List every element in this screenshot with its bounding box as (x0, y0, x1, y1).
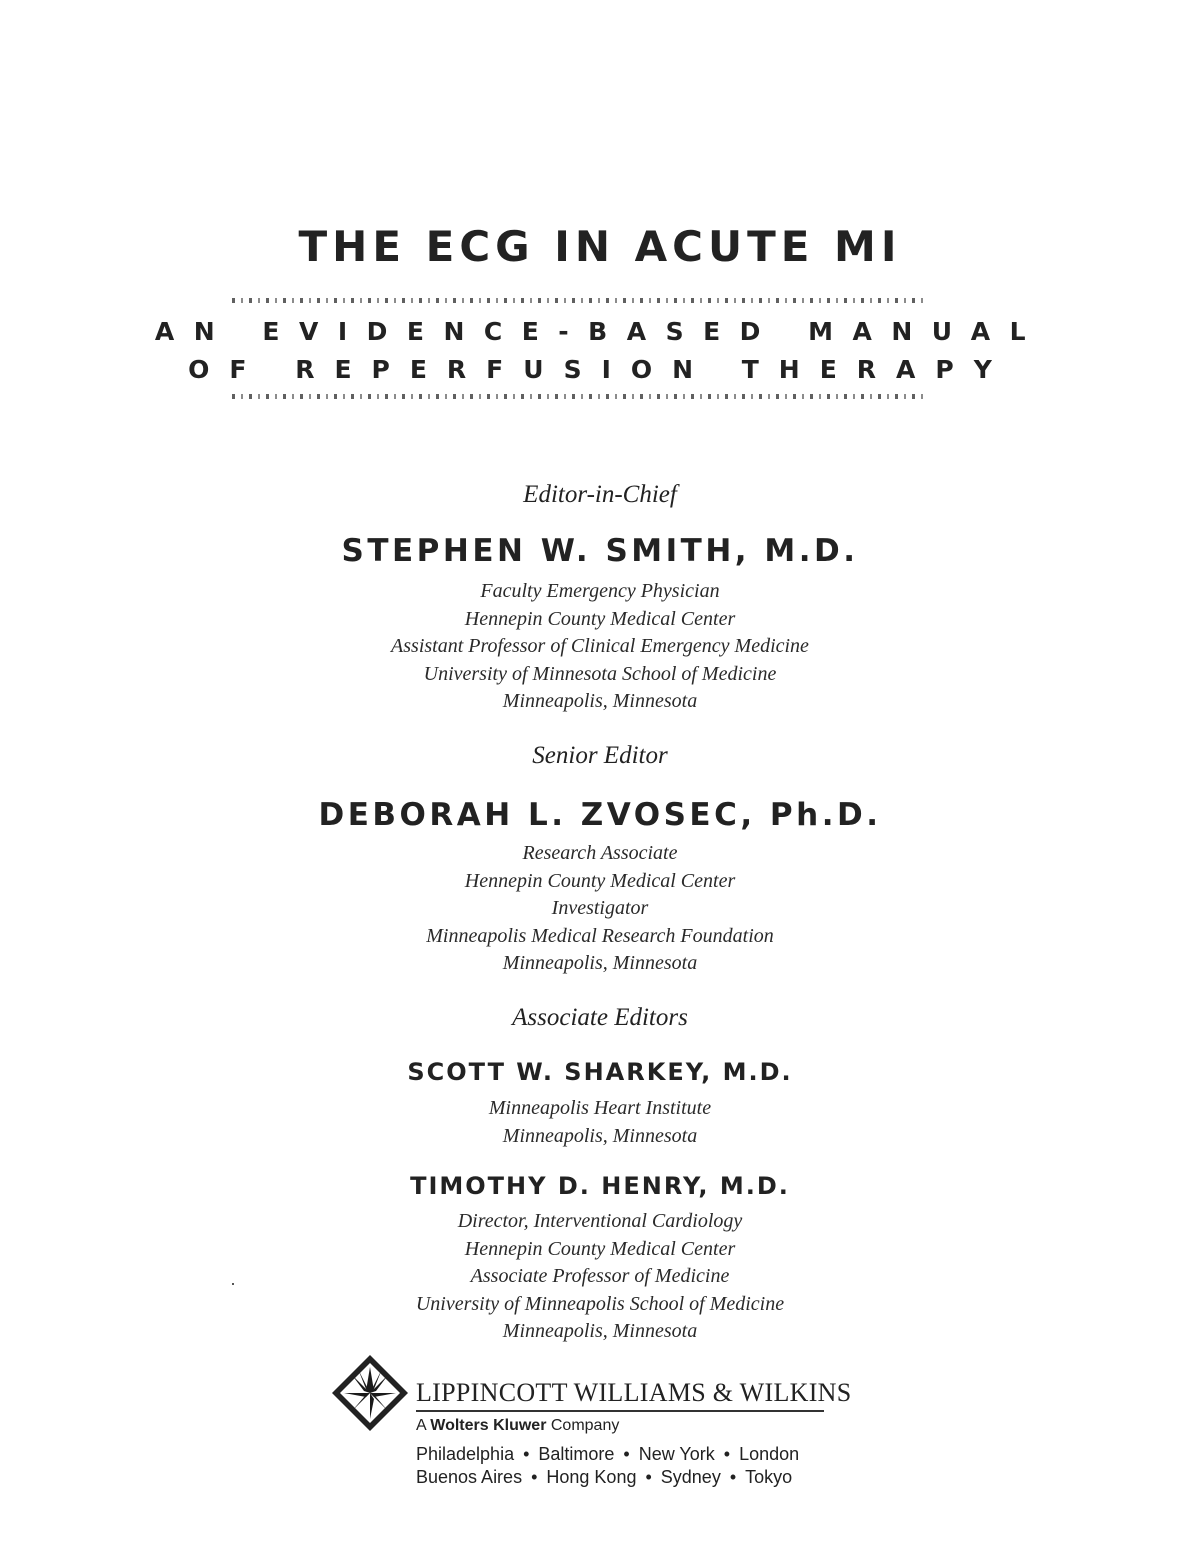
city: New York (638, 1444, 715, 1464)
decorative-rule-bottom (232, 394, 928, 399)
subtitle-line-1: AN EVIDENCE-BASED MANUAL (154, 317, 1046, 346)
stray-mark (232, 1283, 234, 1285)
editor-in-chief-name: STEPHEN W. SMITH, M.D. (341, 533, 859, 569)
affiliation-line: Assistant Professor of Clinical Emergency Medicine (391, 635, 809, 657)
separator-icon: • (645, 1467, 652, 1487)
affiliation-line: Faculty Emergency Physician (480, 580, 720, 602)
tagline-bold: Wolters Kluwer (430, 1417, 547, 1434)
publisher-divider (416, 1410, 824, 1412)
city: Hong Kong (546, 1467, 637, 1487)
affiliation-line: Minneapolis, Minnesota (502, 1124, 698, 1147)
affiliation-line: Associate Professor of Medicine (470, 1265, 730, 1287)
subtitle-line-2: OF REPERFUSION THERAPY (188, 355, 1012, 384)
associate-editor-name: TIMOTHY D. HENRY, M.D. (410, 1172, 790, 1200)
affiliation-line: University of Minneapolis School of Medicine (415, 1292, 785, 1315)
editor-in-chief-affiliations (0, 578, 1200, 716)
affiliation-line: Research Associate (522, 842, 678, 864)
book-title: THE ECG IN ACUTE MI (298, 222, 902, 271)
affiliation-line: Minneapolis, Minnesota (502, 952, 698, 974)
tagline-prefix: A (416, 1417, 426, 1434)
affiliation-line: Hennepin County Medical Center (464, 607, 736, 630)
city: Philadelphia (416, 1444, 515, 1464)
affiliation-line: Hennepin County Medical Center (464, 869, 736, 892)
publisher-cities-row-2 (416, 1467, 792, 1488)
affiliation-line: Minneapolis, Minnesota (502, 690, 698, 712)
city: Tokyo (745, 1467, 793, 1487)
affiliation-line: Director, Interventional Cardiology (457, 1210, 743, 1232)
separator-icon: • (729, 1467, 737, 1487)
publisher-logo-icon (330, 1353, 410, 1433)
publisher-cities-row-1 (416, 1444, 799, 1465)
separator-icon: • (623, 1444, 630, 1464)
associate-editors-label: Associate Editors (512, 1004, 688, 1031)
city: Buenos Aires (416, 1467, 523, 1487)
senior-editor-label: Senior Editor (532, 742, 668, 769)
separator-icon: • (523, 1444, 530, 1464)
affiliation-line: Minneapolis, Minnesota (502, 1320, 698, 1342)
associate-editor-affiliations (0, 1208, 1200, 1346)
tagline-suffix: Company (550, 1417, 620, 1434)
separator-icon: • (531, 1467, 538, 1487)
associate-editor-affiliations (0, 1095, 1200, 1150)
editor-in-chief-label: Editor-in-Chief (523, 481, 677, 508)
decorative-rule-top (232, 298, 928, 303)
senior-editor-name: DEBORAH L. ZVOSEC, Ph.D. (318, 797, 882, 833)
affiliation-line: University of Minnesota School of Medicine (423, 662, 777, 685)
city: Sydney (660, 1467, 721, 1487)
publisher-tagline (416, 1417, 619, 1435)
city: London (739, 1444, 800, 1464)
affiliation-line: Minneapolis Medical Research Foundation (426, 924, 774, 947)
senior-editor-affiliations (0, 840, 1200, 978)
associate-editor-name: SCOTT W. SHARKEY, M.D. (407, 1058, 793, 1086)
affiliation-line: Hennepin County Medical Center (464, 1237, 736, 1260)
affiliation-line: Investigator (551, 897, 649, 919)
publisher-name: LIPPINCOTT WILLIAMS & WILKINS (416, 1378, 852, 1407)
separator-icon: • (723, 1444, 731, 1464)
city: Baltimore (538, 1444, 615, 1464)
affiliation-line: Minneapolis Heart Institute (488, 1097, 712, 1119)
